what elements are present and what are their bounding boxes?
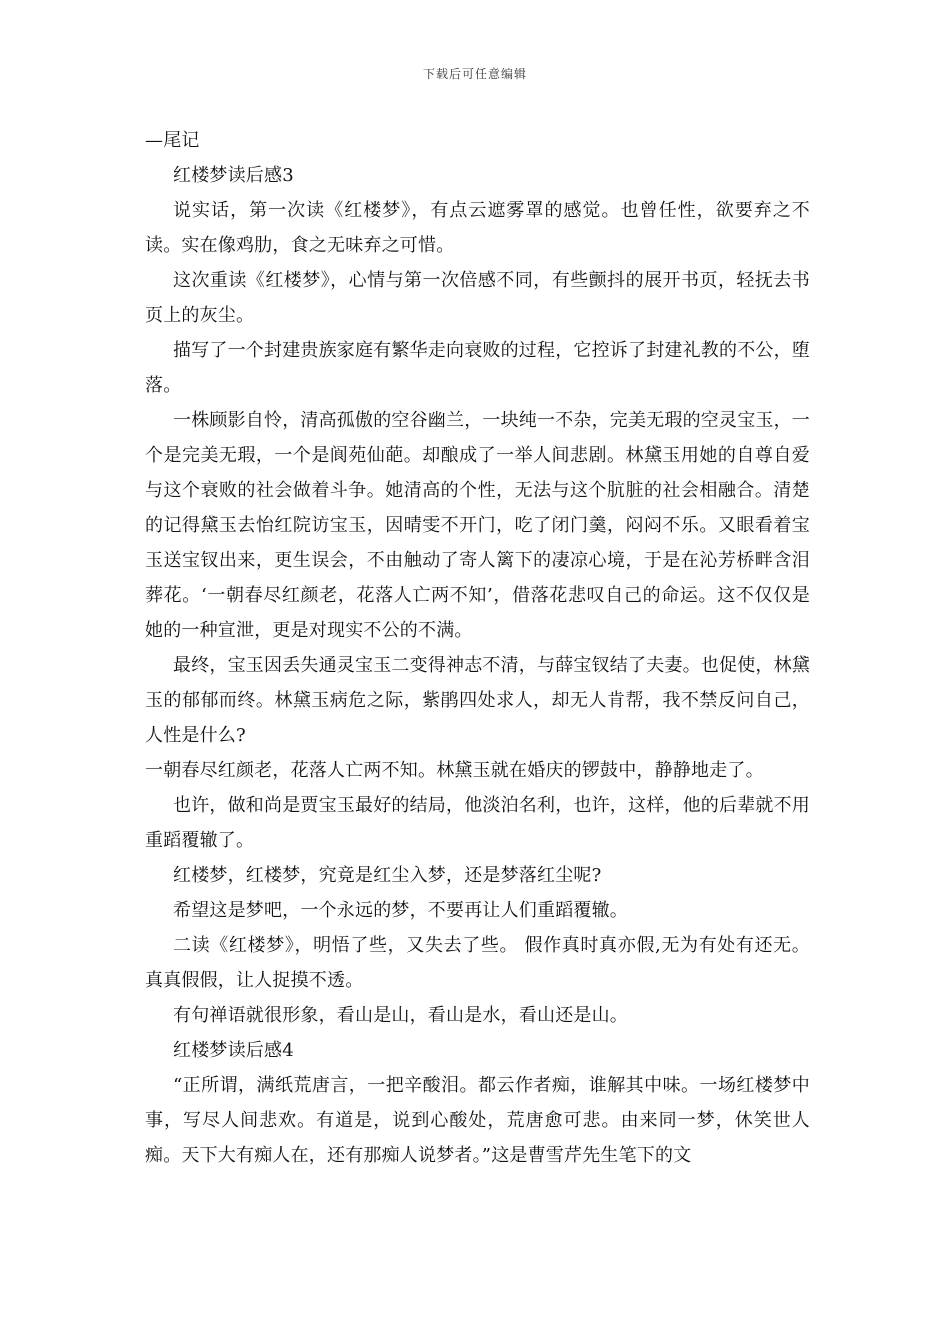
paragraph: 最终，宝玉因丢失通灵宝玉二变得神志不清，与薛宝钗结了夫妻。也促使，林黛玉的郁郁而终。林黛玉病危之际，紫鹃四处求人，却无人肯帮，我不禁反问自己，人性是什么? — [145, 655, 810, 746]
paragraph: —尾记 — [145, 130, 200, 151]
paragraph: 描写了一个封建贵族家庭有繁华走向衰败的过程，它控诉了封建礼教的不公，堕落。 — [145, 340, 810, 396]
paragraph: 这次重读《红楼梦》，心情与第一次倍感不同，有些颤抖的展开书页，轻抚去书页上的灰尘。 — [145, 270, 810, 326]
paragraph: 一朝春尽红颜老，花落人亡两不知。林黛玉就在婚庆的锣鼓中，静静地走了。 — [145, 760, 764, 781]
paragraph: 红楼梦读后感4 — [173, 1040, 294, 1061]
paragraph: 一株顾影自怜，清高孤傲的空谷幽兰，一块纯一不杂，完美无瑕的空灵宝玉，一个是完美无瑕，一个是阆苑仙葩。却酿成了一举人间悲剧。林黛玉用她的自尊自爱与这个衰败的社会做着斗争。她清高的个性，无法与这个肮脏的社会相融合。清楚的记得黛玉去怡红院访宝玉，因晴雯不开门，吃了闭门羹，闷闷不乐。又眼看着宝玉送宝钗出来，更生误会，不由触动了寄人篱下的凄凉心境，于是在沁芳桥畔含泪葬花。‘一朝春尽红颜老，花落人亡两不知’，借落花悲叹自己的命运。这不仅仅是她的一种宣泄，更是对现实不公的不满。 — [145, 410, 810, 641]
paragraph: 二读《红楼梦》，明悟了些，又失去了些。 假作真时真亦假,无为有处有还无。真真假假，让人捉摸不透。 — [145, 935, 810, 991]
paragraph: 有句禅语就很形象，看山是山，看山是水，看山还是山。 — [173, 1005, 628, 1026]
paragraph: 也许，做和尚是贾宝玉最好的结局，他淡泊名利，也许，这样，他的后辈就不用重蹈覆辙了。 — [145, 795, 810, 851]
paragraph: “正所谓，满纸荒唐言，一把辛酸泪。都云作者痴，谁解其中味。一场红楼梦中事，写尽人间悲欢。有道是，说到心酸处，荒唐愈可悲。由来同一梦，休笑世人痴。天下大有痴人在，还有那痴人说梦者。”这是曹雪芹先生笔下的文 — [145, 1075, 810, 1166]
document-body — [145, 123, 810, 1173]
paragraph: 说实话，第一次读《红楼梦》，有点云遮雾罩的感觉。也曾任性，欲要弃之不读。实在像鸡肋，食之无味弃之可惜。 — [145, 200, 810, 256]
page-header: 下载后可任意编辑 — [422, 67, 527, 81]
paragraph: 希望这是梦吧，一个永远的梦，不要再让人们重蹈覆辙。 — [173, 900, 628, 921]
paragraph: 红楼梦，红楼梦，究竟是红尘入梦，还是梦落红尘呢? — [173, 865, 602, 886]
paragraph: 红楼梦读后感3 — [173, 165, 294, 186]
